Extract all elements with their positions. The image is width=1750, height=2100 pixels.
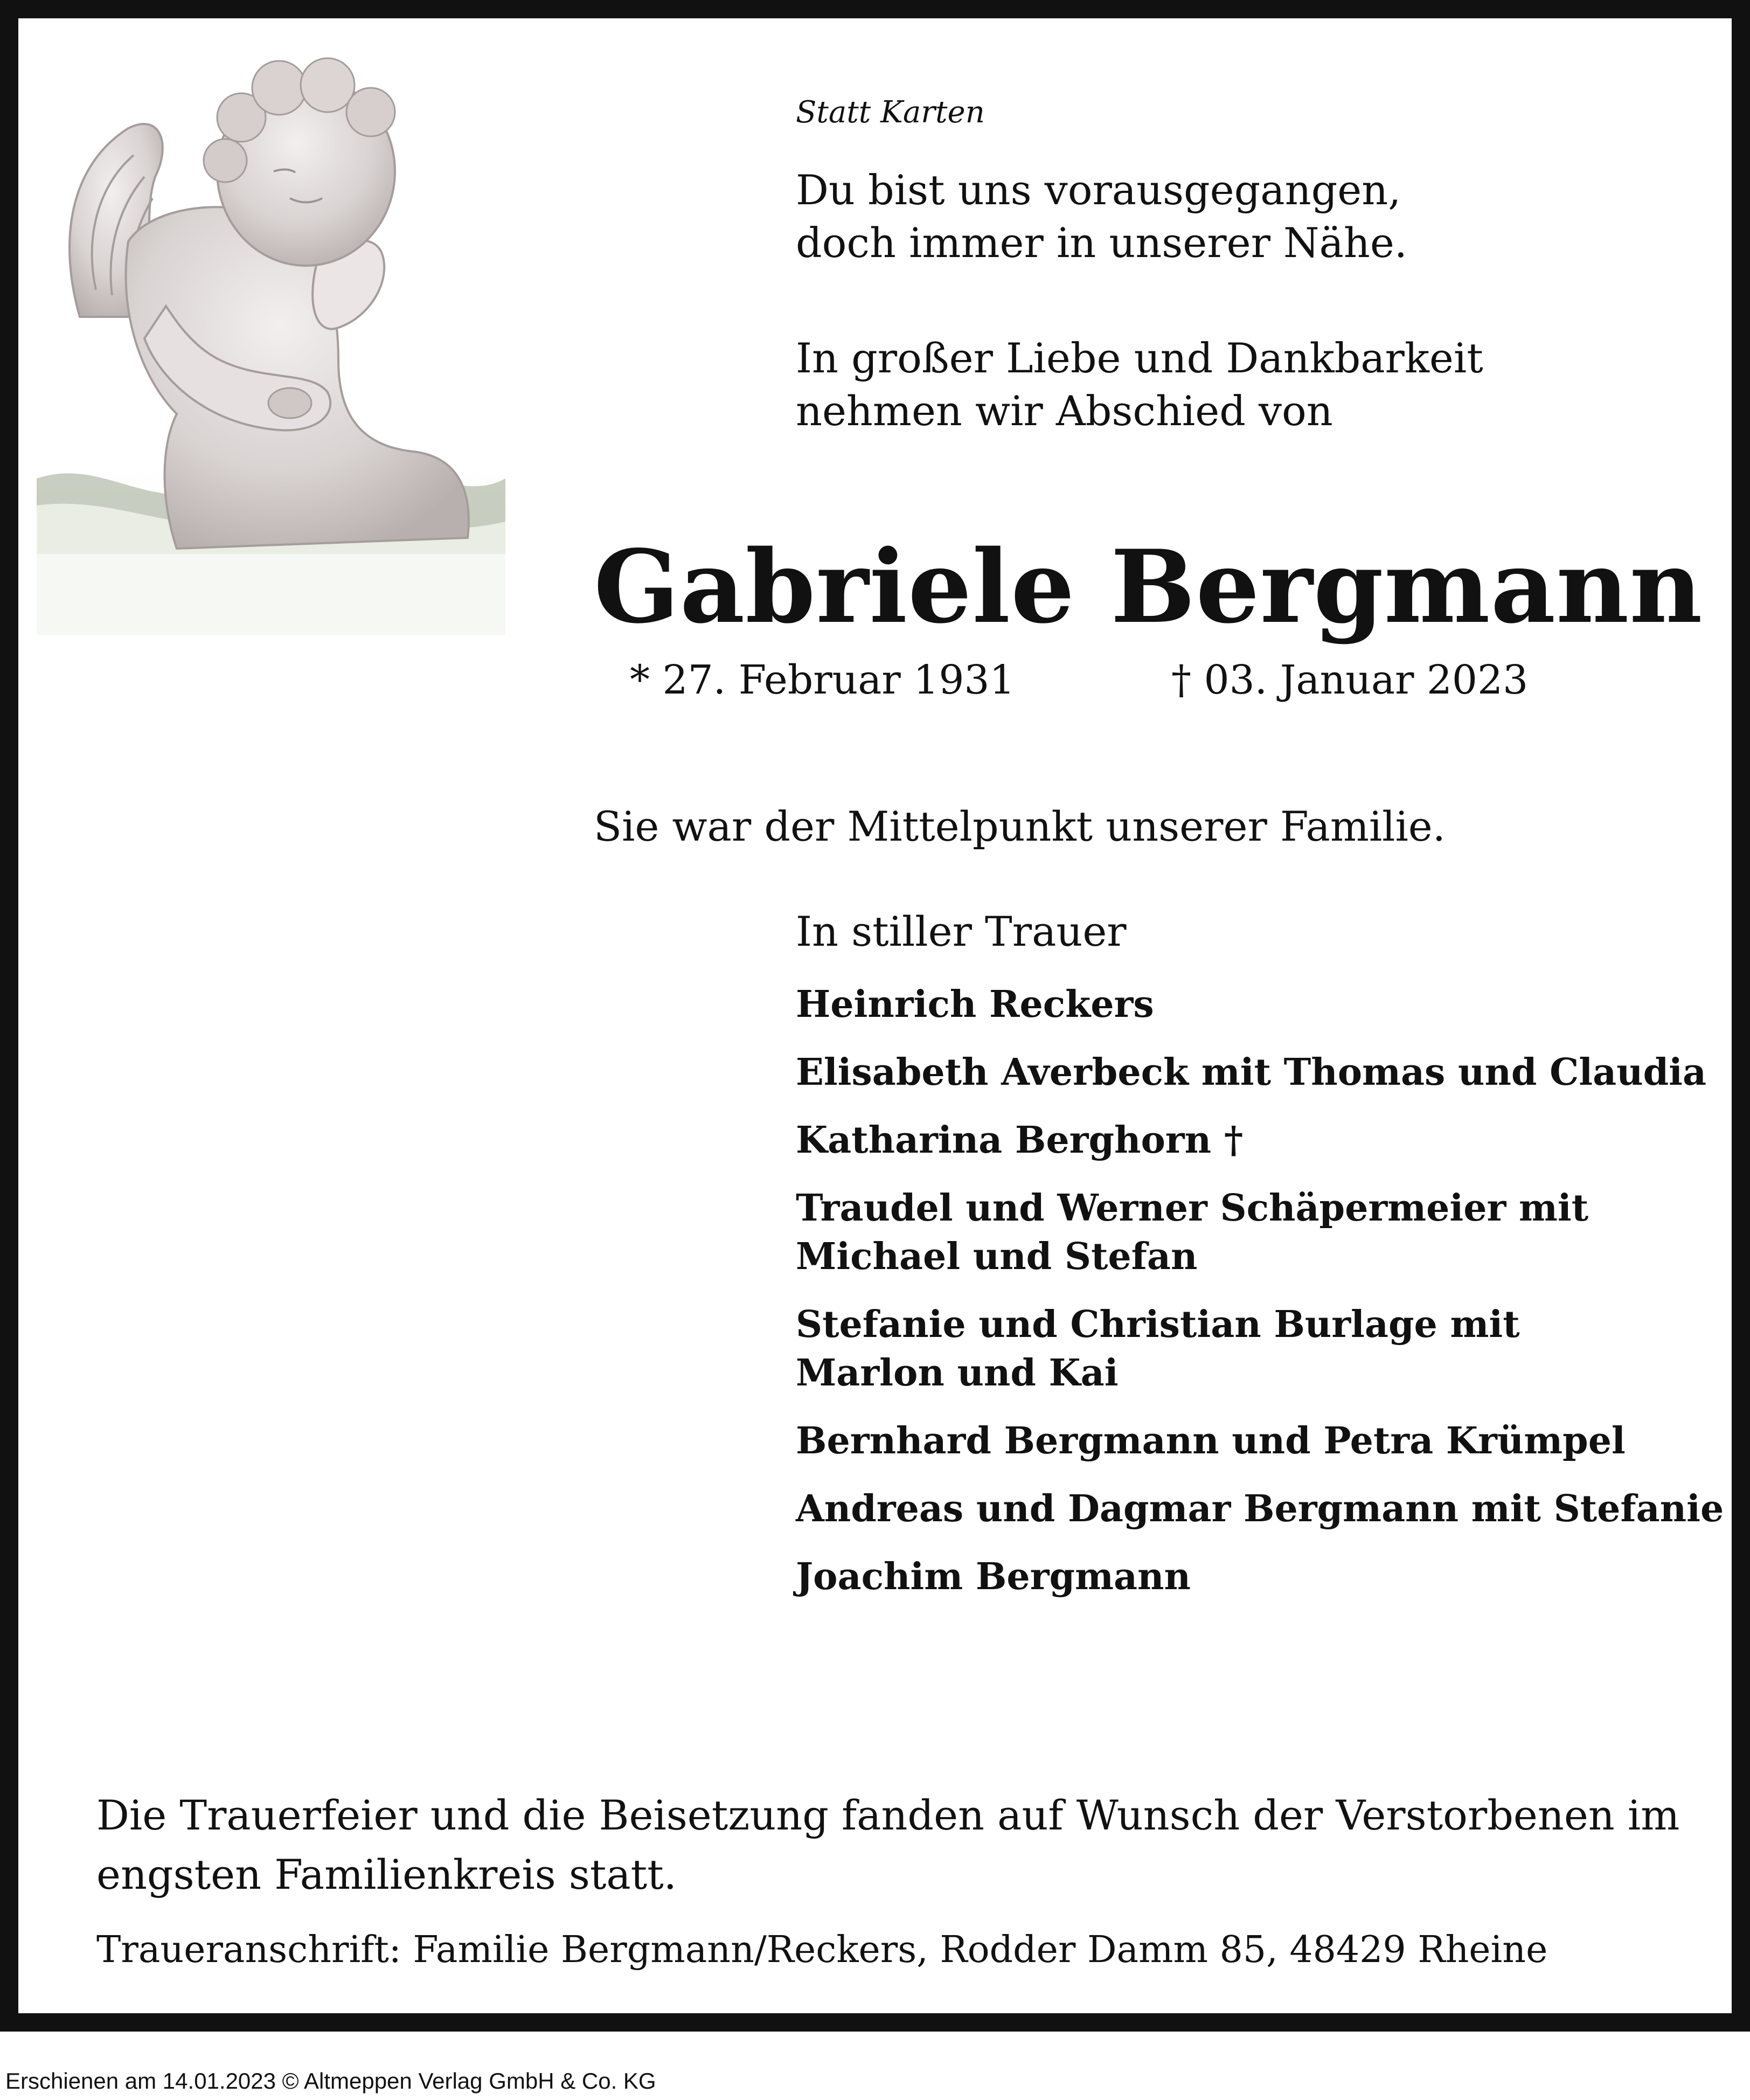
mourner-name: Andreas und Dagmar Bergmann mit Stefanie — [796, 1487, 1724, 1530]
birth-date: * 27. Februar 1931 — [630, 657, 1015, 703]
verse-line-1: Du bist uns vorausgegangen, — [796, 166, 1401, 214]
mourners-list — [796, 980, 1744, 1620]
angel-statue-icon — [37, 37, 505, 635]
mourner-name: Elisabeth Averbeck mit Thomas und Claudia — [796, 1051, 1707, 1094]
mourner-name: Traudel und Werner Schäpermeier mit Michael und Stefan — [796, 1187, 1589, 1278]
mourning-intro: In stiller Trauer — [796, 907, 1127, 955]
publication-footer: Erschienen am 14.01.2023 © Altmeppen Verlag GmbH & Co. KG — [5, 2068, 656, 2094]
mourner-name: Bernhard Bergmann und Petra Krümpel — [796, 1419, 1626, 1463]
verse-line-3: In großer Liebe und Dankbarkeit — [796, 334, 1483, 382]
mourner-name: Heinrich Reckers — [796, 983, 1154, 1026]
mourner-name: Joachim Bergmann — [796, 1555, 1191, 1598]
deceased-name: Gabriele Bergmann — [594, 528, 1703, 646]
ceremony-note: Die Trauerfeier und die Beisetzung fanden auf Wunsch der Verstorbenen im engsten Familienkreis statt. — [96, 1791, 1680, 1898]
mourner-name: Katharina Berghorn † — [796, 1119, 1244, 1162]
tribute-line: Sie war der Mittelpunkt unserer Familie. — [594, 802, 1446, 850]
verse-line-4: nehmen wir Abschied von — [796, 387, 1333, 435]
death-date: † 03. Januar 2023 — [1171, 657, 1529, 703]
mourning-address: Traueranschrift: Familie Bergmann/Reckers, Rodder Damm 85, 48429 Rheine — [96, 1929, 1548, 1971]
mourner-name: Stefanie und Christian Burlage mit Marlon und Kai — [796, 1303, 1520, 1395]
verse-line-2: doch immer in unserer Nähe. — [796, 219, 1407, 267]
statt-karten-heading: Statt Karten — [796, 95, 985, 130]
